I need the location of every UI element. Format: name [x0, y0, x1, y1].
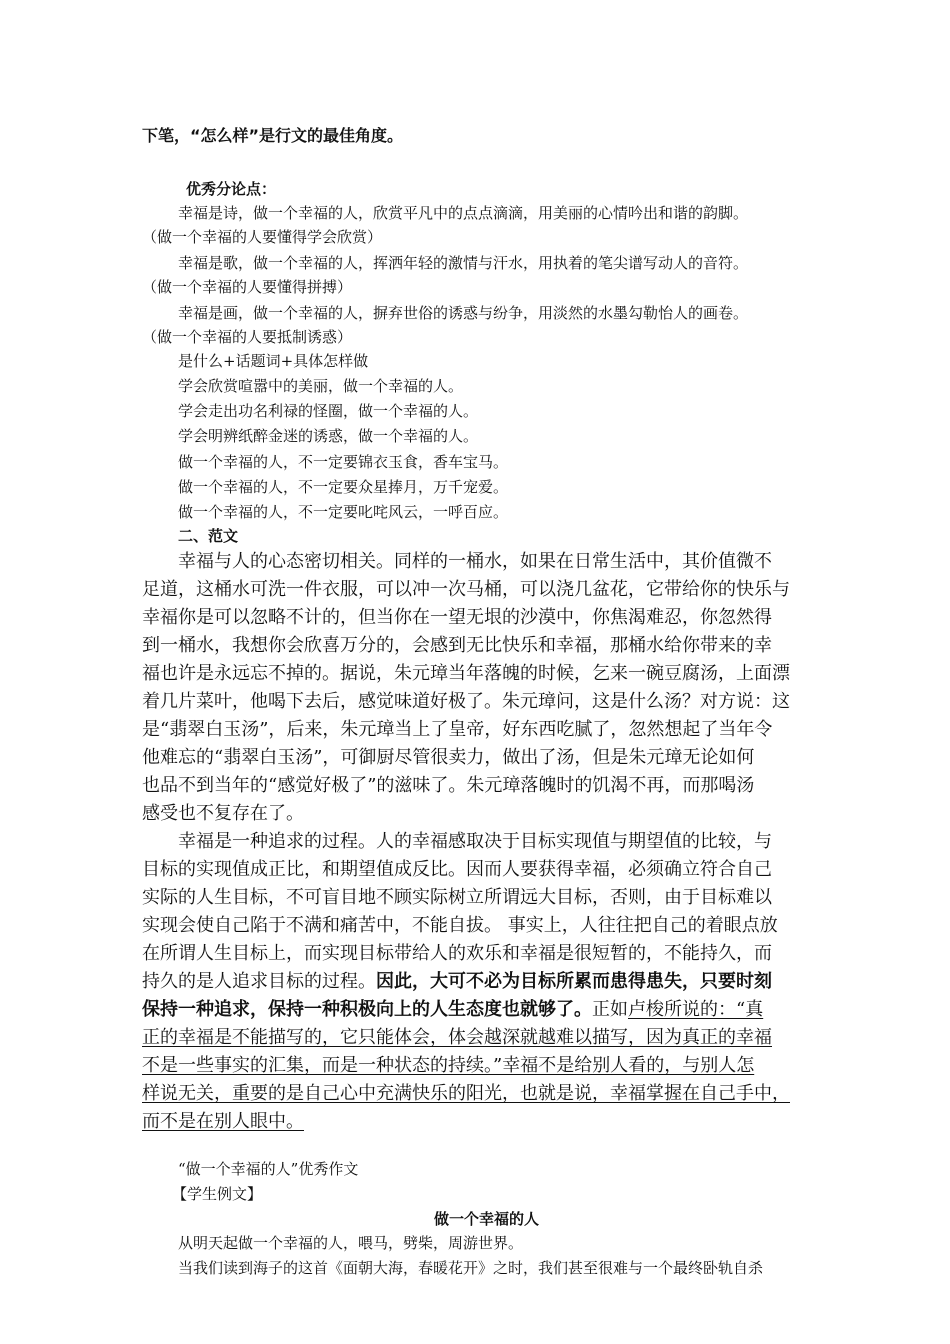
essay-bold-text: 因此，大可不必为目标所累而患得患失，只要时刻 [376, 971, 772, 992]
essay-p2-line: 目标的实现值成正比，和期望值成反比。因而人要获得幸福，必须确立符合自己 [142, 859, 772, 880]
essay-p1-line: 幸福你是可以忽略不计的，但当你在一望无垠的沙漠中，你焦渴难忍，你忽然得 [142, 607, 772, 628]
essay-p2-line: 实现会使自己陷于不满和痛苦中，不能自拔。 事实上，人往往把自己的着眼点放 [142, 915, 778, 936]
essay-heading: 二、范文 [178, 527, 239, 545]
student-line: 当我们读到海子的这首《面朝大海，春暖花开》之时，我们甚至很难与一个最终卧轨自杀 [178, 1259, 764, 1277]
student-title-line: “做一个幸福的人”优秀作文 [178, 1160, 359, 1178]
essay-underlined-line: 不是一些事实的汇集，而是一种状态的持续。”幸福不是给别人看的，与别人怎 [142, 1055, 755, 1076]
essay-p2-line [142, 968, 772, 996]
essay-underlined-line: 正的幸福是不能描写的，它只能体会，体会越深就越难以描写，因为真正的幸福 [142, 1027, 772, 1048]
essay-p2-line [142, 996, 763, 1024]
essay-text: 正如 [592, 999, 628, 1020]
point-line: 幸福是画，做一个幸福的人，摒弃世俗的诱惑与纷争，用淡然的水墨勾勒怡人的画卷。 [178, 304, 749, 322]
pattern-line: 做一个幸福的人，不一定要叱咤风云，一呼百应。 [178, 503, 509, 521]
essay-underlined-quote: 卢梭所说的：“真 [628, 999, 764, 1020]
pattern-line: 学会明辨纸醉金迷的诱惑，做一个幸福的人。 [178, 427, 479, 445]
point-line: 幸福是歌，做一个幸福的人，挥洒年轻的激情与汗水，用执着的笔尖谱写动人的音符。 [178, 254, 749, 272]
essay-p1-line: 他难忘的“翡翠白玉汤”，可御厨尽管很卖力，做出了汤，但是朱元璋无论如何 [142, 747, 755, 768]
student-bracket: 【学生例文】 [172, 1185, 263, 1203]
essay-p1-line: 也品不到当年的“感觉好极了”的滋味了。朱元璋落魄时的饥渴不再，而那喝汤 [142, 775, 755, 796]
essay-underlined-line: 而不是在别人眼中。 [142, 1111, 304, 1132]
essay-p1-line: 是“翡翠白玉汤”，后来，朱元璋当上了皇帝，好东西吃腻了，忽然想起了当年令 [142, 719, 773, 740]
point-line: （做一个幸福的人要懂得学会欣赏） [142, 228, 383, 246]
pattern-line: 做一个幸福的人，不一定要众星捧月，万千宠爱。 [178, 478, 509, 496]
pattern-line: 学会走出功名利禄的怪圈，做一个幸福的人。 [178, 402, 479, 420]
student-essay-title: 做一个幸福的人 [434, 1210, 540, 1228]
intro-line: 下笔，“怎么样”是行文的最佳角度。 [142, 126, 404, 145]
essay-underlined-line: 样说无关，重要的是自己心中充满快乐的阳光，也就是说，幸福掌握在自己手中， [142, 1083, 790, 1104]
essay-text: 持久的是人追求目标的过程。 [142, 971, 376, 992]
pattern-line: 做一个幸福的人，不一定要锦衣玉食，香车宝马。 [178, 453, 509, 471]
essay-p2-line: 实际的人生目标，不可盲目地不顾实际树立所谓远大目标，否则，由于目标难以 [142, 887, 772, 908]
essay-p1-line: 感受也不复存在了。 [142, 803, 304, 824]
points-heading: 优秀分论点： [186, 180, 277, 198]
essay-p2-line: 在所谓人生目标上，而实现目标带给人的欢乐和幸福是很短暂的，不能持久，而 [142, 943, 772, 964]
essay-p1-line: 着几片菜叶，他喝下去后，感觉味道好极了。朱元璋问，这是什么汤？对方说：这 [142, 691, 790, 712]
essay-p1-line: 足道，这桶水可洗一件衣服，可以冲一次马桶，可以浇几盆花，它带给你的快乐与 [142, 579, 790, 600]
essay-bold-text: 保持一种追求，保持一种积极向上的人生态度也就够了。 [142, 999, 592, 1020]
essay-p1-line: 幸福与人的心态密切相关。同样的一桶水，如果在日常生活中，其价值微不 [178, 551, 772, 572]
student-line: 从明天起做一个幸福的人，喂马，劈柴，周游世界。 [178, 1234, 524, 1252]
point-line: （做一个幸福的人要懂得拼搏） [142, 278, 353, 296]
pattern-line: 学会欣赏喧嚣中的美丽，做一个幸福的人。 [178, 377, 464, 395]
essay-p2-line: 幸福是一种追求的过程。人的幸福感取决于目标实现值与期望值的比较，与 [178, 831, 772, 852]
point-line: （做一个幸福的人要抵制诱惑） [142, 328, 353, 346]
pattern-title: 是什么+话题词+具体怎样做 [178, 352, 369, 370]
point-line: 幸福是诗，做一个幸福的人，欣赏平凡中的点点滴滴，用美丽的心情吟出和谐的韵脚。 [178, 204, 749, 222]
essay-p1-line: 到一桶水，我想你会欣喜万分的，会感到无比快乐和幸福，那桶水给你带来的幸 [142, 635, 772, 656]
essay-p1-line: 福也许是永远忘不掉的。据说，朱元璋当年落魄的时候，乞来一碗豆腐汤，上面漂 [142, 663, 790, 684]
